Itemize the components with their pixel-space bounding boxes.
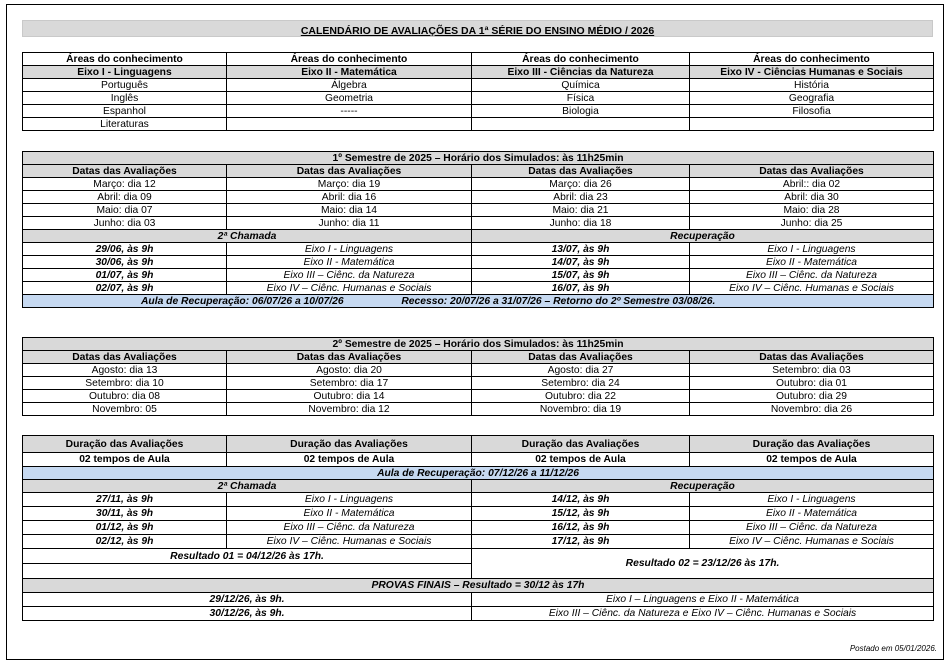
results-row bbox=[23, 549, 934, 564]
recovery-date: 13/07, às 9h bbox=[472, 243, 690, 256]
makeup-row bbox=[23, 282, 934, 295]
makeup-axis: Eixo I - Linguagens bbox=[227, 243, 472, 256]
date-cell: Novembro: dia 26 bbox=[690, 403, 934, 416]
page-title: CALENDÁRIO DE AVALIAÇÕES DA 1ª SÉRIE DO ENSINO MÉDIO / 2026 bbox=[300, 25, 655, 37]
duration-header: Duração das Avaliações bbox=[227, 436, 472, 453]
date-cell: Novembro: 05 bbox=[23, 403, 227, 416]
date-cell: Abril: dia 23 bbox=[472, 191, 690, 204]
recovery-date: 15/12, às 9h bbox=[472, 507, 690, 521]
second-call-label: 2ª Chamada bbox=[23, 230, 472, 243]
date-cell: Outubro: dia 14 bbox=[227, 390, 472, 403]
duration-value: 02 tempos de Aula bbox=[227, 453, 472, 467]
subject: Química bbox=[472, 79, 690, 92]
title-bar bbox=[22, 20, 933, 37]
subject-row bbox=[23, 92, 934, 105]
recovery-axis: Eixo I - Linguagens bbox=[690, 243, 934, 256]
date-cell: Setembro: dia 17 bbox=[227, 377, 472, 390]
makeup-date: 02/12, às 9h bbox=[23, 535, 227, 549]
axes-row bbox=[23, 66, 934, 79]
recovery-date: 14/12, às 9h bbox=[472, 493, 690, 507]
makeup-header-row bbox=[23, 230, 934, 243]
makeup-date: 02/07, às 9h bbox=[23, 282, 227, 295]
dates-header: Datas das Avaliações bbox=[227, 351, 472, 364]
date-cell: Maio: dia 21 bbox=[472, 204, 690, 217]
finals-axes: Eixo III – Ciênc. da Natureza e Eixo IV – Ciênc. Humanas e Sociais bbox=[472, 607, 934, 621]
makeup-row bbox=[23, 521, 934, 535]
dates-header: Datas das Avaliações bbox=[227, 165, 472, 178]
recovery-axis: Eixo I - Linguagens bbox=[690, 493, 934, 507]
duration-header-row bbox=[23, 436, 934, 453]
recovery-axis: Eixo III – Ciênc. da Natureza bbox=[690, 521, 934, 535]
recovery-date: 15/07, às 9h bbox=[472, 269, 690, 282]
makeup-header-row bbox=[23, 480, 934, 493]
subject-row bbox=[23, 79, 934, 92]
date-cell: Junho: dia 11 bbox=[227, 217, 472, 230]
duration-header: Duração das Avaliações bbox=[472, 436, 690, 453]
date-cell: Abril: dia 16 bbox=[227, 191, 472, 204]
subject: Física bbox=[472, 92, 690, 105]
areas-header: Áreas do conhecimento bbox=[472, 53, 690, 66]
date-cell: Abril:: dia 02 bbox=[690, 178, 934, 191]
finals-row bbox=[23, 607, 934, 621]
subject-row bbox=[23, 118, 934, 131]
axis-label: Eixo III - Ciências da Natureza bbox=[472, 66, 690, 79]
date-cell: Outubro: dia 22 bbox=[472, 390, 690, 403]
date-cell: Maio: dia 28 bbox=[690, 204, 934, 217]
date-cell: Março: dia 19 bbox=[227, 178, 472, 191]
recovery-axis: Eixo II - Matemática bbox=[690, 507, 934, 521]
date-cell: Março: dia 26 bbox=[472, 178, 690, 191]
subject: Literaturas bbox=[23, 118, 227, 131]
dates-header: Datas das Avaliações bbox=[472, 165, 690, 178]
semester1-heading: 1º Semestre de 2025 – Horário dos Simulados: às 11h25min bbox=[23, 152, 934, 165]
areas-header: Áreas do conhecimento bbox=[23, 53, 227, 66]
makeup-row bbox=[23, 256, 934, 269]
semester1-table bbox=[22, 151, 934, 308]
date-cell: Outubro: dia 01 bbox=[690, 377, 934, 390]
dates-header: Datas das Avaliações bbox=[472, 351, 690, 364]
makeup-row bbox=[23, 493, 934, 507]
date-row bbox=[23, 217, 934, 230]
subject bbox=[690, 118, 934, 131]
duration-table bbox=[22, 435, 934, 621]
makeup-axis: Eixo I - Linguagens bbox=[227, 493, 472, 507]
date-cell: Março: dia 12 bbox=[23, 178, 227, 191]
dates-header: Datas das Avaliações bbox=[690, 165, 934, 178]
areas-header-row bbox=[23, 53, 934, 66]
makeup-date: 01/12, às 9h bbox=[23, 521, 227, 535]
finals-date: 29/12/26, às 9h. bbox=[23, 593, 472, 607]
makeup-axis: Eixo IV – Ciênc. Humanas e Sociais bbox=[227, 535, 472, 549]
duration-header: Duração das Avaliações bbox=[690, 436, 934, 453]
recovery-recess-cell bbox=[23, 295, 934, 308]
makeup-date: 27/11, às 9h bbox=[23, 493, 227, 507]
date-cell: Agosto: dia 27 bbox=[472, 364, 690, 377]
date-cell: Setembro: dia 24 bbox=[472, 377, 690, 390]
makeup-row bbox=[23, 507, 934, 521]
dates-header-row bbox=[23, 165, 934, 178]
result1: Resultado 01 = 04/12/26 às 17h. bbox=[23, 549, 472, 564]
date-cell: Junho: dia 03 bbox=[23, 217, 227, 230]
subject: Inglês bbox=[23, 92, 227, 105]
recovery-date: 14/07, às 9h bbox=[472, 256, 690, 269]
finals-heading: PROVAS FINAIS – Resultado = 30/12 às 17h bbox=[23, 579, 934, 593]
makeup-date: 01/07, às 9h bbox=[23, 269, 227, 282]
finals-axes: Eixo I – Linguagens e Eixo II - Matemática bbox=[472, 593, 934, 607]
recovery-recess-row bbox=[23, 295, 934, 308]
makeup-row bbox=[23, 535, 934, 549]
date-cell: Outubro: dia 08 bbox=[23, 390, 227, 403]
dates-header-row bbox=[23, 351, 934, 364]
date-cell: Junho: dia 25 bbox=[690, 217, 934, 230]
axis-label: Eixo IV - Ciências Humanas e Sociais bbox=[690, 66, 934, 79]
finals-row bbox=[23, 593, 934, 607]
makeup-date: 29/06, às 9h bbox=[23, 243, 227, 256]
duration-value: 02 tempos de Aula bbox=[690, 453, 934, 467]
result1-spacer bbox=[23, 564, 472, 579]
date-cell: Novembro: dia 19 bbox=[472, 403, 690, 416]
recovery-axis: Eixo IV – Ciênc. Humanas e Sociais bbox=[690, 282, 934, 295]
makeup-axis: Eixo II - Matemática bbox=[227, 256, 472, 269]
date-row bbox=[23, 390, 934, 403]
makeup-axis: Eixo II - Matemática bbox=[227, 507, 472, 521]
makeup-row bbox=[23, 269, 934, 282]
result2: Resultado 02 = 23/12/26 às 17h. bbox=[472, 549, 934, 579]
duration-value: 02 tempos de Aula bbox=[23, 453, 227, 467]
makeup-date: 30/11, às 9h bbox=[23, 507, 227, 521]
semester2-table bbox=[22, 337, 934, 416]
subject bbox=[472, 118, 690, 131]
recovery-class-text: Aula de Recuperação: 07/12/26 a 11/12/26 bbox=[23, 467, 934, 480]
makeup-axis: Eixo IV – Ciênc. Humanas e Sociais bbox=[227, 282, 472, 295]
semester1-heading-row bbox=[23, 152, 934, 165]
recovery-date: 17/12, às 9h bbox=[472, 535, 690, 549]
date-cell: Agosto: dia 13 bbox=[23, 364, 227, 377]
date-cell: Maio: dia 07 bbox=[23, 204, 227, 217]
areas-header: Áreas do conhecimento bbox=[690, 53, 934, 66]
duration-value: 02 tempos de Aula bbox=[472, 453, 690, 467]
recovery-date: 16/07, às 9h bbox=[472, 282, 690, 295]
subject: Português bbox=[23, 79, 227, 92]
duration-value-row bbox=[23, 453, 934, 467]
subject bbox=[227, 118, 472, 131]
dates-header: Datas das Avaliações bbox=[690, 351, 934, 364]
makeup-axis: Eixo III – Ciênc. da Natureza bbox=[227, 269, 472, 282]
areas-table bbox=[22, 52, 934, 131]
recovery-class-text: Aula de Recuperação: 06/07/26 a 10/07/26 bbox=[141, 295, 344, 307]
axis-label: Eixo II - Matemática bbox=[227, 66, 472, 79]
finals-heading-row bbox=[23, 579, 934, 593]
recovery-axis: Eixo III – Ciênc. da Natureza bbox=[690, 269, 934, 282]
date-cell: Setembro: dia 03 bbox=[690, 364, 934, 377]
axis-label: Eixo I - Linguagens bbox=[23, 66, 227, 79]
date-row bbox=[23, 364, 934, 377]
semester2-heading: 2º Semestre de 2025 – Horário dos Simulados: às 11h25min bbox=[23, 338, 934, 351]
recovery-label: Recuperação bbox=[472, 230, 934, 243]
date-row bbox=[23, 191, 934, 204]
finals-date: 30/12/26, às 9h. bbox=[23, 607, 472, 621]
makeup-row bbox=[23, 243, 934, 256]
subject: Geometria bbox=[227, 92, 472, 105]
subject: Biologia bbox=[472, 105, 690, 118]
recovery-class-row bbox=[23, 467, 934, 480]
second-call-label: 2ª Chamada bbox=[23, 480, 472, 493]
subject: História bbox=[690, 79, 934, 92]
recess-text: Recesso: 20/07/26 a 31/07/26 – Retorno do 2º Semestre 03/08/26. bbox=[401, 295, 716, 307]
dates-header: Datas das Avaliações bbox=[23, 351, 227, 364]
date-cell: Abril: dia 09 bbox=[23, 191, 227, 204]
areas-header: Áreas do conhecimento bbox=[227, 53, 472, 66]
posted-note: Postado em 05/01/2026. bbox=[849, 644, 937, 653]
date-row bbox=[23, 403, 934, 416]
duration-header: Duração das Avaliações bbox=[23, 436, 227, 453]
date-cell: Novembro: dia 12 bbox=[227, 403, 472, 416]
subject: Álgebra bbox=[227, 79, 472, 92]
makeup-axis: Eixo III – Ciênc. da Natureza bbox=[227, 521, 472, 535]
recovery-date: 16/12, às 9h bbox=[472, 521, 690, 535]
subject-row bbox=[23, 105, 934, 118]
subject: Filosofia bbox=[690, 105, 934, 118]
date-cell: Setembro: dia 10 bbox=[23, 377, 227, 390]
date-cell: Junho: dia 18 bbox=[472, 217, 690, 230]
date-row bbox=[23, 178, 934, 191]
subject: Espanhol bbox=[23, 105, 227, 118]
recovery-label: Recuperação bbox=[472, 480, 934, 493]
date-cell: Agosto: dia 20 bbox=[227, 364, 472, 377]
makeup-date: 30/06, às 9h bbox=[23, 256, 227, 269]
date-cell: Maio: dia 14 bbox=[227, 204, 472, 217]
subject: Geografia bbox=[690, 92, 934, 105]
date-cell: Outubro: dia 29 bbox=[690, 390, 934, 403]
dates-header: Datas das Avaliações bbox=[23, 165, 227, 178]
recovery-axis: Eixo II - Matemática bbox=[690, 256, 934, 269]
semester2-heading-row bbox=[23, 338, 934, 351]
date-row bbox=[23, 204, 934, 217]
recovery-axis: Eixo IV – Ciênc. Humanas e Sociais bbox=[690, 535, 934, 549]
subject: ----- bbox=[227, 105, 472, 118]
date-row bbox=[23, 377, 934, 390]
date-cell: Abril: dia 30 bbox=[690, 191, 934, 204]
